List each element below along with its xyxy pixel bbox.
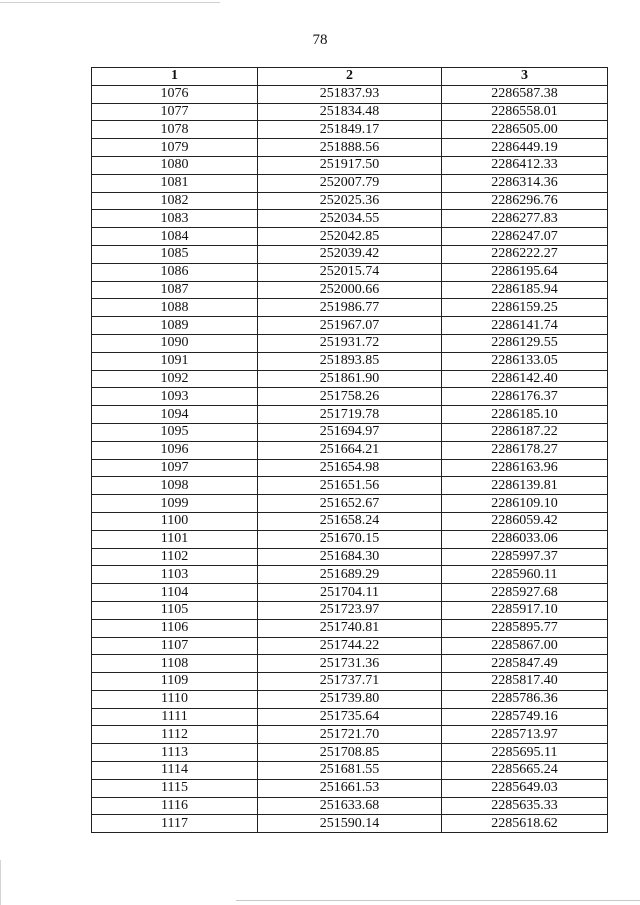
table-body bbox=[92, 85, 608, 832]
table-row bbox=[92, 495, 608, 513]
x-coordinate-cell: 251719.78 bbox=[258, 406, 442, 424]
y-coordinate-cell: 2285618.62 bbox=[442, 815, 608, 833]
table-row bbox=[92, 441, 608, 459]
point-number-cell: 1108 bbox=[92, 655, 258, 673]
y-coordinate-cell: 2286222.27 bbox=[442, 245, 608, 263]
point-number-cell: 1083 bbox=[92, 210, 258, 228]
table-row bbox=[92, 762, 608, 780]
x-coordinate-cell: 251986.77 bbox=[258, 299, 442, 317]
point-number-cell: 1102 bbox=[92, 548, 258, 566]
table-row bbox=[92, 423, 608, 441]
point-number-cell: 1087 bbox=[92, 281, 258, 299]
table-row bbox=[92, 263, 608, 281]
x-coordinate-cell: 251708.85 bbox=[258, 744, 442, 762]
y-coordinate-cell: 2285649.03 bbox=[442, 779, 608, 797]
y-coordinate-cell: 2286176.37 bbox=[442, 388, 608, 406]
x-coordinate-cell: 251704.11 bbox=[258, 584, 442, 602]
table-row bbox=[92, 210, 608, 228]
point-number-cell: 1080 bbox=[92, 156, 258, 174]
point-number-cell: 1079 bbox=[92, 139, 258, 157]
y-coordinate-cell: 2285713.97 bbox=[442, 726, 608, 744]
x-coordinate-cell: 251684.30 bbox=[258, 548, 442, 566]
point-number-cell: 1078 bbox=[92, 121, 258, 139]
table-row bbox=[92, 637, 608, 655]
y-coordinate-cell: 2285665.24 bbox=[442, 762, 608, 780]
table-row bbox=[92, 708, 608, 726]
column-header-1: 1 bbox=[92, 68, 258, 86]
x-coordinate-cell: 251837.93 bbox=[258, 85, 442, 103]
table-row bbox=[92, 530, 608, 548]
point-number-cell: 1101 bbox=[92, 530, 258, 548]
table-row bbox=[92, 601, 608, 619]
table-row bbox=[92, 139, 608, 157]
y-coordinate-cell: 2286195.64 bbox=[442, 263, 608, 281]
y-coordinate-cell: 2286142.40 bbox=[442, 370, 608, 388]
column-header-3: 3 bbox=[442, 68, 608, 86]
x-coordinate-cell: 251694.97 bbox=[258, 423, 442, 441]
y-coordinate-cell: 2285867.00 bbox=[442, 637, 608, 655]
point-number-cell: 1081 bbox=[92, 174, 258, 192]
point-number-cell: 1115 bbox=[92, 779, 258, 797]
y-coordinate-cell: 2285635.33 bbox=[442, 797, 608, 815]
y-coordinate-cell: 2286141.74 bbox=[442, 317, 608, 335]
point-number-cell: 1117 bbox=[92, 815, 258, 833]
table-row bbox=[92, 121, 608, 139]
table-row bbox=[92, 690, 608, 708]
x-coordinate-cell: 251681.55 bbox=[258, 762, 442, 780]
y-coordinate-cell: 2286247.07 bbox=[442, 228, 608, 246]
y-coordinate-cell: 2286133.05 bbox=[442, 352, 608, 370]
point-number-cell: 1093 bbox=[92, 388, 258, 406]
x-coordinate-cell: 251689.29 bbox=[258, 566, 442, 584]
x-coordinate-cell: 251651.56 bbox=[258, 477, 442, 495]
table-row bbox=[92, 797, 608, 815]
table-row bbox=[92, 228, 608, 246]
y-coordinate-cell: 2285847.49 bbox=[442, 655, 608, 673]
y-coordinate-cell: 2285786.36 bbox=[442, 690, 608, 708]
x-coordinate-cell: 251735.64 bbox=[258, 708, 442, 726]
y-coordinate-cell: 2286159.25 bbox=[442, 299, 608, 317]
y-coordinate-cell: 2286449.19 bbox=[442, 139, 608, 157]
point-number-cell: 1077 bbox=[92, 103, 258, 121]
y-coordinate-cell: 2286139.81 bbox=[442, 477, 608, 495]
table-row bbox=[92, 281, 608, 299]
column-header-2: 2 bbox=[258, 68, 442, 86]
point-number-cell: 1095 bbox=[92, 423, 258, 441]
y-coordinate-cell: 2286412.33 bbox=[442, 156, 608, 174]
x-coordinate-cell: 252015.74 bbox=[258, 263, 442, 281]
table-row bbox=[92, 512, 608, 530]
point-number-cell: 1076 bbox=[92, 85, 258, 103]
table-row bbox=[92, 584, 608, 602]
point-number-cell: 1106 bbox=[92, 619, 258, 637]
y-coordinate-cell: 2286033.06 bbox=[442, 530, 608, 548]
y-coordinate-cell: 2285817.40 bbox=[442, 673, 608, 691]
scan-edge-bottom bbox=[236, 900, 640, 901]
table-row bbox=[92, 477, 608, 495]
x-coordinate-cell: 251917.50 bbox=[258, 156, 442, 174]
point-number-cell: 1100 bbox=[92, 512, 258, 530]
table-row bbox=[92, 317, 608, 335]
x-coordinate-cell: 251670.15 bbox=[258, 530, 442, 548]
point-number-cell: 1092 bbox=[92, 370, 258, 388]
scan-edge-left bbox=[0, 860, 1, 905]
y-coordinate-cell: 2286296.76 bbox=[442, 192, 608, 210]
y-coordinate-cell: 2285917.10 bbox=[442, 601, 608, 619]
x-coordinate-cell: 251723.97 bbox=[258, 601, 442, 619]
x-coordinate-cell: 251739.80 bbox=[258, 690, 442, 708]
point-number-cell: 1104 bbox=[92, 584, 258, 602]
point-number-cell: 1111 bbox=[92, 708, 258, 726]
x-coordinate-cell: 251658.24 bbox=[258, 512, 442, 530]
y-coordinate-cell: 2286185.10 bbox=[442, 406, 608, 424]
y-coordinate-cell: 2286185.94 bbox=[442, 281, 608, 299]
x-coordinate-cell: 251888.56 bbox=[258, 139, 442, 157]
scan-edge-top bbox=[0, 2, 220, 3]
x-coordinate-cell: 251861.90 bbox=[258, 370, 442, 388]
point-number-cell: 1082 bbox=[92, 192, 258, 210]
y-coordinate-cell: 2286178.27 bbox=[442, 441, 608, 459]
y-coordinate-cell: 2285695.11 bbox=[442, 744, 608, 762]
x-coordinate-cell: 252000.66 bbox=[258, 281, 442, 299]
point-number-cell: 1097 bbox=[92, 459, 258, 477]
point-number-cell: 1094 bbox=[92, 406, 258, 424]
table-row bbox=[92, 388, 608, 406]
table-row bbox=[92, 352, 608, 370]
x-coordinate-cell: 251834.48 bbox=[258, 103, 442, 121]
y-coordinate-cell: 2286277.83 bbox=[442, 210, 608, 228]
x-coordinate-cell: 252007.79 bbox=[258, 174, 442, 192]
table-header-row bbox=[92, 68, 608, 86]
y-coordinate-cell: 2286505.00 bbox=[442, 121, 608, 139]
point-number-cell: 1088 bbox=[92, 299, 258, 317]
table-row bbox=[92, 815, 608, 833]
table-row bbox=[92, 192, 608, 210]
y-coordinate-cell: 2285960.11 bbox=[442, 566, 608, 584]
x-coordinate-cell: 251758.26 bbox=[258, 388, 442, 406]
table-row bbox=[92, 174, 608, 192]
point-number-cell: 1099 bbox=[92, 495, 258, 513]
table-row bbox=[92, 334, 608, 352]
x-coordinate-cell: 251849.17 bbox=[258, 121, 442, 139]
x-coordinate-cell: 252025.36 bbox=[258, 192, 442, 210]
point-number-cell: 1084 bbox=[92, 228, 258, 246]
x-coordinate-cell: 251652.67 bbox=[258, 495, 442, 513]
point-number-cell: 1103 bbox=[92, 566, 258, 584]
coordinates-table bbox=[91, 67, 608, 833]
point-number-cell: 1091 bbox=[92, 352, 258, 370]
table-row bbox=[92, 245, 608, 263]
x-coordinate-cell: 251740.81 bbox=[258, 619, 442, 637]
x-coordinate-cell: 251721.70 bbox=[258, 726, 442, 744]
point-number-cell: 1089 bbox=[92, 317, 258, 335]
x-coordinate-cell: 251731.36 bbox=[258, 655, 442, 673]
x-coordinate-cell: 251744.22 bbox=[258, 637, 442, 655]
point-number-cell: 1090 bbox=[92, 334, 258, 352]
point-number-cell: 1096 bbox=[92, 441, 258, 459]
y-coordinate-cell: 2286587.38 bbox=[442, 85, 608, 103]
x-coordinate-cell: 252042.85 bbox=[258, 228, 442, 246]
table-row bbox=[92, 459, 608, 477]
x-coordinate-cell: 251633.68 bbox=[258, 797, 442, 815]
point-number-cell: 1110 bbox=[92, 690, 258, 708]
y-coordinate-cell: 2285749.16 bbox=[442, 708, 608, 726]
point-number-cell: 1109 bbox=[92, 673, 258, 691]
y-coordinate-cell: 2286059.42 bbox=[442, 512, 608, 530]
point-number-cell: 1113 bbox=[92, 744, 258, 762]
table-row bbox=[92, 299, 608, 317]
table-row bbox=[92, 85, 608, 103]
y-coordinate-cell: 2286129.55 bbox=[442, 334, 608, 352]
table-row bbox=[92, 156, 608, 174]
x-coordinate-cell: 251654.98 bbox=[258, 459, 442, 477]
x-coordinate-cell: 252039.42 bbox=[258, 245, 442, 263]
table-row bbox=[92, 406, 608, 424]
x-coordinate-cell: 251664.21 bbox=[258, 441, 442, 459]
y-coordinate-cell: 2286314.36 bbox=[442, 174, 608, 192]
x-coordinate-cell: 251737.71 bbox=[258, 673, 442, 691]
table-row bbox=[92, 726, 608, 744]
page-number: 78 bbox=[312, 32, 328, 48]
x-coordinate-cell: 251967.07 bbox=[258, 317, 442, 335]
point-number-cell: 1116 bbox=[92, 797, 258, 815]
y-coordinate-cell: 2285927.68 bbox=[442, 584, 608, 602]
table-row bbox=[92, 619, 608, 637]
point-number-cell: 1085 bbox=[92, 245, 258, 263]
y-coordinate-cell: 2285997.37 bbox=[442, 548, 608, 566]
point-number-cell: 1086 bbox=[92, 263, 258, 281]
table-row bbox=[92, 673, 608, 691]
x-coordinate-cell: 252034.55 bbox=[258, 210, 442, 228]
y-coordinate-cell: 2286109.10 bbox=[442, 495, 608, 513]
table-row bbox=[92, 655, 608, 673]
x-coordinate-cell: 251590.14 bbox=[258, 815, 442, 833]
table-row bbox=[92, 566, 608, 584]
table-row bbox=[92, 370, 608, 388]
table-row bbox=[92, 103, 608, 121]
y-coordinate-cell: 2286558.01 bbox=[442, 103, 608, 121]
table-row bbox=[92, 744, 608, 762]
point-number-cell: 1098 bbox=[92, 477, 258, 495]
table-row bbox=[92, 548, 608, 566]
x-coordinate-cell: 251661.53 bbox=[258, 779, 442, 797]
point-number-cell: 1105 bbox=[92, 601, 258, 619]
point-number-cell: 1114 bbox=[92, 762, 258, 780]
x-coordinate-cell: 251893.85 bbox=[258, 352, 442, 370]
point-number-cell: 1112 bbox=[92, 726, 258, 744]
y-coordinate-cell: 2285895.77 bbox=[442, 619, 608, 637]
y-coordinate-cell: 2286187.22 bbox=[442, 423, 608, 441]
x-coordinate-cell: 251931.72 bbox=[258, 334, 442, 352]
point-number-cell: 1107 bbox=[92, 637, 258, 655]
table-row bbox=[92, 779, 608, 797]
y-coordinate-cell: 2286163.96 bbox=[442, 459, 608, 477]
